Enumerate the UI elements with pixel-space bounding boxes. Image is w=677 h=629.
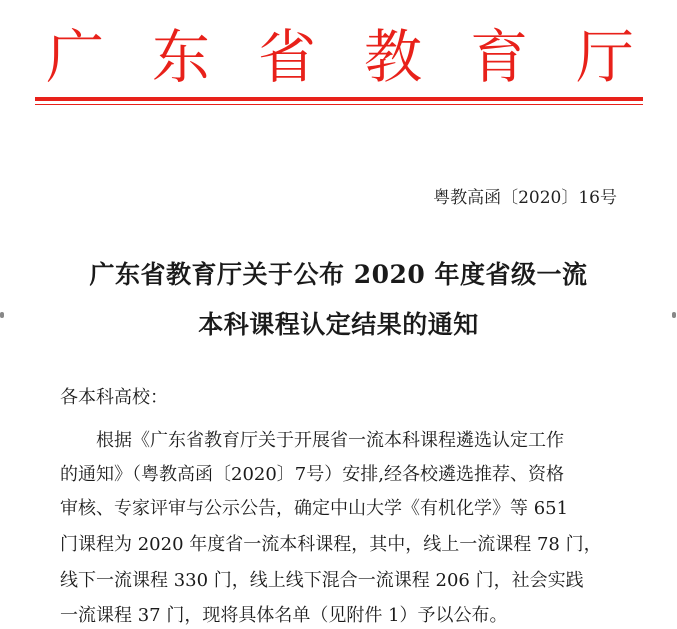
binding-mark-left [0,312,4,318]
masthead-char: 广 [45,23,104,91]
document-title-line-1: 广东省教育厅关于公布 2020 年度省级一流 [89,260,588,289]
salutation: 各本科高校： [60,387,168,408]
masthead-title [40,22,640,92]
document-number: 粤教高函〔2020〕16号 [433,188,617,208]
body-line: 门课程为 2020 年度省一流本科课程，其中，线上一流课程 78 门， [60,534,602,555]
masthead-divider-thick [35,97,643,101]
masthead-divider-thin [35,104,643,105]
masthead-char: 育 [469,23,528,91]
body-line: 线下一流课程 330 门，线上线下混合一流课程 206 门，社会实践 [60,570,584,591]
binding-mark-right [672,312,676,318]
document-title-line-2: 本科课程认定结果的通知 [198,310,479,339]
body-line: 根据《广东省教育厅关于开展省一流本科课程遴选认定工作 [96,430,564,451]
masthead-char: 省 [257,23,316,91]
masthead-char: 东 [151,23,210,91]
masthead-char: 教 [363,23,422,91]
body-line: 一流课程 37 门，现将具体名单（见附件 1）予以公布。 [60,605,508,626]
masthead-char: 厅 [575,23,634,91]
body-line: 审核、专家评审与公示公告，确定中山大学《有机化学》等 651 [60,498,569,519]
body-line: 的通知》（粤教高函〔2020〕7号）安排,经各校遴选推荐、资格 [60,464,564,485]
